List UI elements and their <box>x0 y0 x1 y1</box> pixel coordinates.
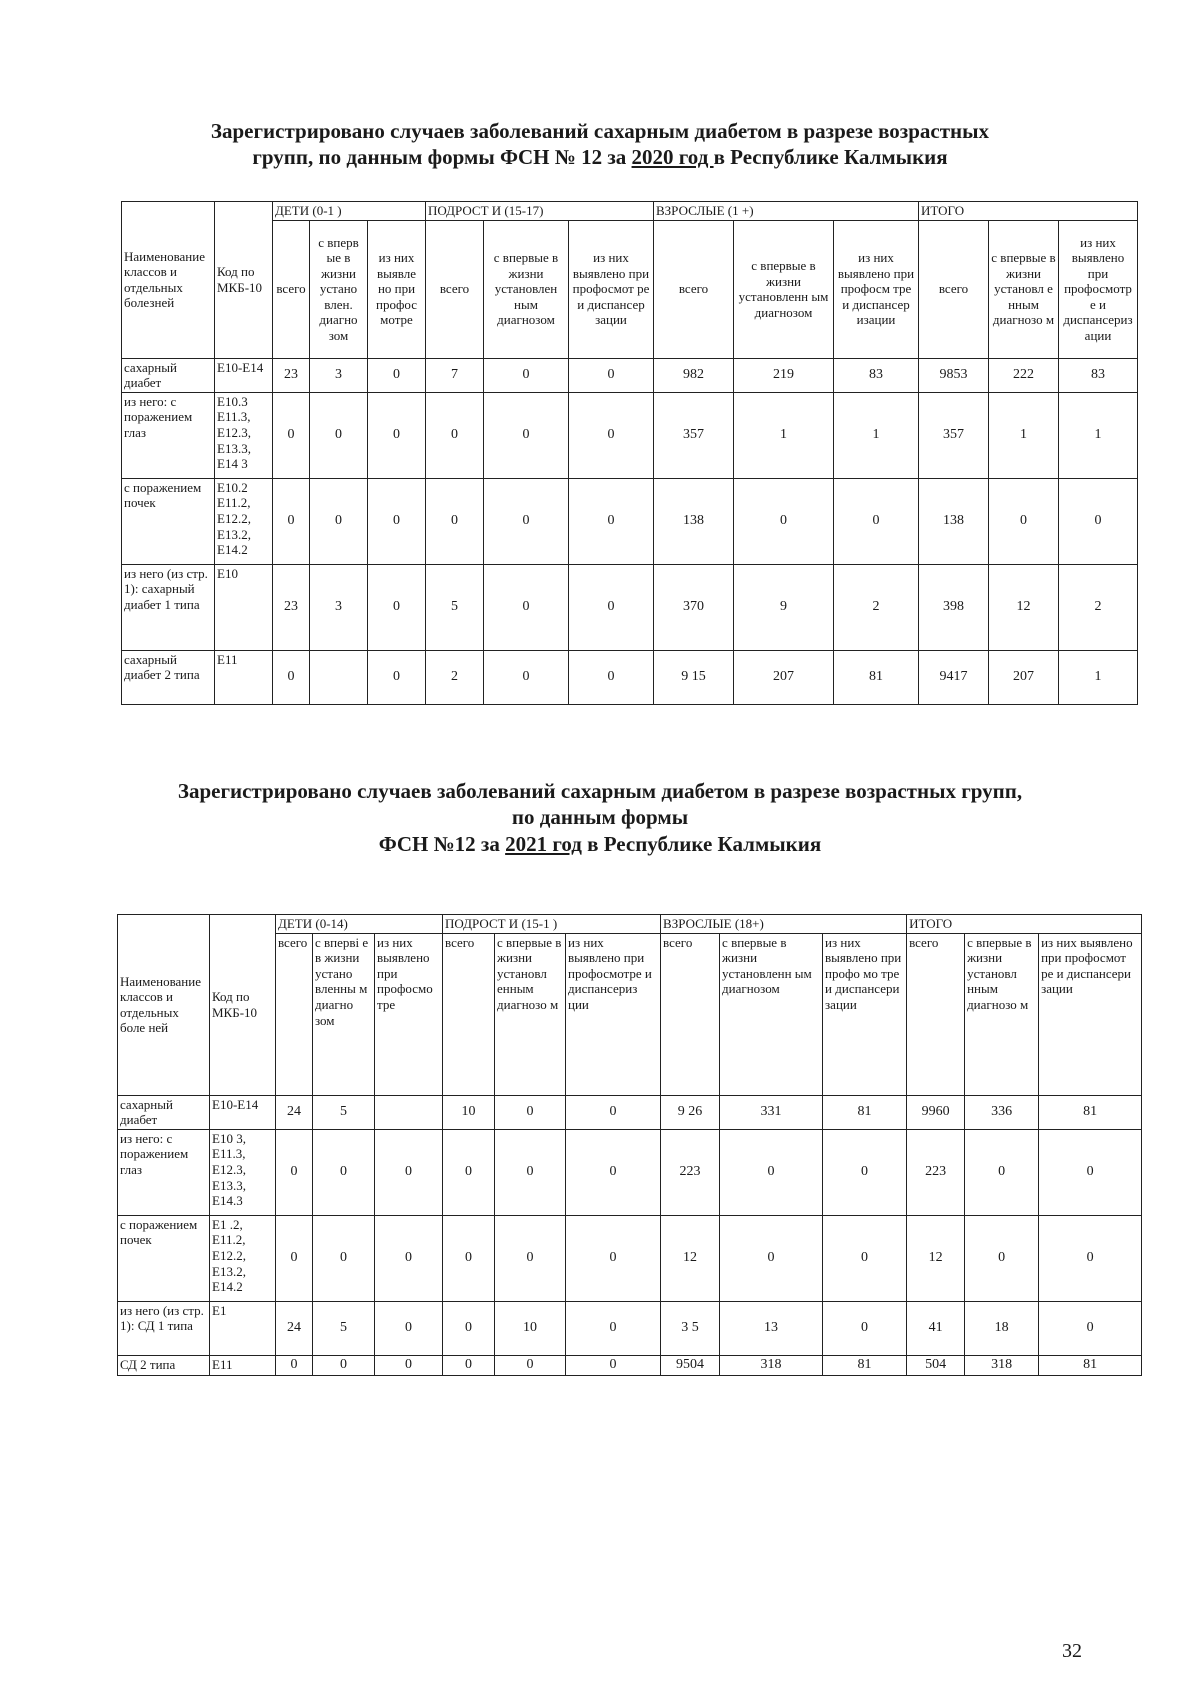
value-cell: 0 <box>426 478 484 564</box>
header-code: Код по МКБ-10 <box>215 202 273 359</box>
value-cell: 0 <box>368 564 426 650</box>
value-cell: 0 <box>965 1129 1039 1215</box>
row-name: СД 2 типа <box>118 1355 210 1375</box>
title-2020-year: 2020 год <box>631 145 714 170</box>
value-cell: 7 <box>426 358 484 392</box>
value-cell: 9 <box>734 564 834 650</box>
value-cell: 0 <box>368 478 426 564</box>
row-name: из него: с поражением глаз <box>122 392 215 478</box>
value-cell: 13 <box>720 1301 823 1355</box>
row-code: E1 <box>210 1301 276 1355</box>
table-2021 <box>117 914 1142 1376</box>
value-cell: 0 <box>495 1355 566 1375</box>
value-cell: 0 <box>965 1215 1039 1301</box>
value-cell: 2 <box>834 564 919 650</box>
subheader-total: всего <box>661 933 720 1095</box>
subheader-first-time: с впервые в жизни установл нным диагнозо м <box>965 933 1039 1095</box>
value-cell: 138 <box>919 478 989 564</box>
value-cell: 318 <box>965 1355 1039 1375</box>
value-cell: 0 <box>313 1355 375 1375</box>
group-children: ДЕТИ (0-1 ) <box>273 202 426 221</box>
value-cell: 0 <box>368 392 426 478</box>
value-cell: 1 <box>1059 392 1138 478</box>
table-row <box>122 358 1138 392</box>
value-cell: 0 <box>273 650 310 704</box>
value-cell: 0 <box>310 392 368 478</box>
row-code: E11 <box>215 650 273 704</box>
value-cell: 0 <box>569 478 654 564</box>
row-name: сахарный диабет <box>118 1095 210 1129</box>
value-cell: 9 15 <box>654 650 734 704</box>
value-cell: 81 <box>1039 1095 1142 1129</box>
value-cell <box>310 650 368 704</box>
value-cell: 1 <box>834 392 919 478</box>
value-cell: 0 <box>443 1355 495 1375</box>
value-cell: 0 <box>495 1095 566 1129</box>
value-cell: 138 <box>654 478 734 564</box>
value-cell: 0 <box>734 478 834 564</box>
value-cell: 0 <box>566 1355 661 1375</box>
subheader-total: всего <box>919 220 989 358</box>
table-row <box>118 1301 1142 1355</box>
value-cell: 0 <box>484 650 569 704</box>
value-cell: 10 <box>443 1095 495 1129</box>
value-cell: 3 <box>310 358 368 392</box>
value-cell: 0 <box>426 392 484 478</box>
value-cell <box>375 1095 443 1129</box>
title-2021-line3-a: ФСН №12 за <box>378 831 506 856</box>
table-row <box>118 1355 1142 1375</box>
group-teens: ПОДРОСТ И (15-17) <box>426 202 654 221</box>
subheader-screening: из них выявлено при профосмо тре <box>375 933 443 1095</box>
value-cell: 0 <box>566 1301 661 1355</box>
value-cell: 0 <box>375 1129 443 1215</box>
value-cell: 9417 <box>919 650 989 704</box>
value-cell: 81 <box>834 650 919 704</box>
value-cell: 0 <box>495 1129 566 1215</box>
value-cell: 0 <box>989 478 1059 564</box>
value-cell: 18 <box>965 1301 1039 1355</box>
subheader-total: всего <box>276 933 313 1095</box>
row-name: с поражением почек <box>122 478 215 564</box>
title-2021-line3 <box>0 831 1200 857</box>
value-cell: 0 <box>569 650 654 704</box>
value-cell: 0 <box>375 1301 443 1355</box>
value-cell: 10 <box>495 1301 566 1355</box>
subheader-screening: из них выявле но при профос мотре <box>368 220 426 358</box>
title-2021 <box>0 778 1200 857</box>
row-name: сахарный диабет <box>122 358 215 392</box>
group-total: ИТОГО <box>919 202 1138 221</box>
row-code: E10 <box>215 564 273 650</box>
value-cell: 0 <box>1059 478 1138 564</box>
value-cell: 83 <box>1059 358 1138 392</box>
value-cell: 1 <box>1059 650 1138 704</box>
value-cell: 0 <box>443 1215 495 1301</box>
value-cell: 3 <box>310 564 368 650</box>
value-cell: 0 <box>484 358 569 392</box>
header-name: Наименование классов и отдельных боле ней <box>118 915 210 1096</box>
subheader-first-time: с впервые в жизни установленн ым диагнозом <box>720 933 823 1095</box>
value-cell: 331 <box>720 1095 823 1129</box>
value-cell: 12 <box>907 1215 965 1301</box>
value-cell: 2 <box>426 650 484 704</box>
value-cell: 0 <box>276 1129 313 1215</box>
subheader-first-time: с впервые в жизни установл енным диагнозо м <box>495 933 566 1095</box>
value-cell: 219 <box>734 358 834 392</box>
row-code: E10.2 E11.2, E12.2, E13.2, E14.2 <box>215 478 273 564</box>
value-cell: 0 <box>484 478 569 564</box>
value-cell: 0 <box>720 1215 823 1301</box>
value-cell: 0 <box>720 1129 823 1215</box>
value-cell: 23 <box>273 564 310 650</box>
value-cell: 357 <box>654 392 734 478</box>
table-row <box>122 392 1138 478</box>
value-cell: 0 <box>1039 1215 1142 1301</box>
value-cell: 0 <box>443 1129 495 1215</box>
table-row <box>122 564 1138 650</box>
value-cell: 982 <box>654 358 734 392</box>
title-2020-line1: Зарегистрировано случаев заболеваний сахарным диабетом в разрезе возрастных <box>210 119 990 143</box>
value-cell: 207 <box>989 650 1059 704</box>
subheader-total: всего <box>907 933 965 1095</box>
value-cell: 41 <box>907 1301 965 1355</box>
row-code: E11 <box>210 1355 276 1375</box>
subheader-screening: из них выявлено при профосмотре и диспансериз ции <box>566 933 661 1095</box>
value-cell: 3 5 <box>661 1301 720 1355</box>
subheader-screening: из них выявлено при профосмотр е и диспансериз ации <box>1059 220 1138 358</box>
group-adults: ВЗРОСЛЫЕ (1 +) <box>654 202 919 221</box>
group-children: ДЕТИ (0-14) <box>276 915 443 934</box>
row-name: из него (из стр. 1): СД 1 типа <box>118 1301 210 1355</box>
title-2020 <box>0 118 1200 171</box>
subheader-first-time: с впервые в жизни установл е нным диагнозо м <box>989 220 1059 358</box>
header-code: Код по МКБ-10 <box>210 915 276 1096</box>
value-cell: 357 <box>919 392 989 478</box>
value-cell: 0 <box>1039 1301 1142 1355</box>
value-cell: 0 <box>313 1215 375 1301</box>
table-row <box>118 1095 1142 1129</box>
value-cell: 0 <box>368 358 426 392</box>
subheader-total: всего <box>654 220 734 358</box>
table-row <box>122 650 1138 704</box>
value-cell: 0 <box>566 1215 661 1301</box>
subheader-first-time: с вперві е в жизни устано вленны м диагно зом <box>313 933 375 1095</box>
value-cell: 9504 <box>661 1355 720 1375</box>
page-number: 32 <box>1062 1640 1082 1662</box>
value-cell: 370 <box>654 564 734 650</box>
subheader-screening: из них выявлено при профосм тре и диспансер изации <box>834 220 919 358</box>
value-cell: 223 <box>661 1129 720 1215</box>
title-2021-line2: по данным формы <box>511 805 689 830</box>
value-cell: 318 <box>720 1355 823 1375</box>
value-cell: 0 <box>823 1301 907 1355</box>
subheader-first-time: с впервые в жизни установленн ым диагнозом <box>734 220 834 358</box>
subheader-total: всего <box>443 933 495 1095</box>
title-2021-year: 2021 год <box>505 831 582 856</box>
value-cell: 207 <box>734 650 834 704</box>
value-cell: 0 <box>276 1215 313 1301</box>
value-cell: 0 <box>484 564 569 650</box>
value-cell: 336 <box>965 1095 1039 1129</box>
value-cell: 23 <box>273 358 310 392</box>
value-cell: 0 <box>1039 1129 1142 1215</box>
table-row <box>122 478 1138 564</box>
value-cell: 0 <box>276 1355 313 1375</box>
value-cell: 0 <box>495 1215 566 1301</box>
title-2020-line2 <box>0 144 1200 170</box>
value-cell: 5 <box>313 1095 375 1129</box>
subheader-screening: из них выявлено при профосмот ре и диспансер зации <box>569 220 654 358</box>
row-code: E1 .2, E11.2, E12.2, E13.2, E14.2 <box>210 1215 276 1301</box>
row-name: из него (из стр. 1): сахарный диабет 1 типа <box>122 564 215 650</box>
value-cell: 0 <box>273 478 310 564</box>
value-cell: 81 <box>823 1355 907 1375</box>
value-cell: 0 <box>375 1215 443 1301</box>
value-cell: 81 <box>823 1095 907 1129</box>
value-cell: 12 <box>989 564 1059 650</box>
value-cell: 0 <box>569 358 654 392</box>
value-cell: 12 <box>661 1215 720 1301</box>
subheader-screening: из них выявлено при профо мо тре и диспансери зации <box>823 933 907 1095</box>
subheader-total: всего <box>273 220 310 358</box>
row-name: с поражением почек <box>118 1215 210 1301</box>
value-cell: 0 <box>566 1129 661 1215</box>
row-name: из него: с поражением глаз <box>118 1129 210 1215</box>
value-cell: 5 <box>426 564 484 650</box>
subheader-first-time: с вперв ые в жизни устано влен. диагно зом <box>310 220 368 358</box>
value-cell: 1 <box>989 392 1059 478</box>
value-cell: 0 <box>484 392 569 478</box>
value-cell: 0 <box>569 392 654 478</box>
value-cell: 9960 <box>907 1095 965 1129</box>
value-cell: 222 <box>989 358 1059 392</box>
value-cell: 0 <box>310 478 368 564</box>
value-cell: 0 <box>375 1355 443 1375</box>
header-name: Наименование классов и отдельных болезней <box>122 202 215 359</box>
value-cell: 81 <box>1039 1355 1142 1375</box>
row-code: E10-E14 <box>210 1095 276 1129</box>
value-cell: 5 <box>313 1301 375 1355</box>
table-row <box>118 1215 1142 1301</box>
value-cell: 504 <box>907 1355 965 1375</box>
subheader-total: всего <box>426 220 484 358</box>
group-total: ИТОГО <box>907 915 1142 934</box>
value-cell: 0 <box>834 478 919 564</box>
value-cell: 223 <box>907 1129 965 1215</box>
table-2020 <box>121 201 1138 705</box>
value-cell: 0 <box>443 1301 495 1355</box>
value-cell: 0 <box>823 1129 907 1215</box>
value-cell: 0 <box>273 392 310 478</box>
value-cell: 0 <box>823 1215 907 1301</box>
title-2021-line1: Зарегистрировано случаев заболеваний сахарным диабетом в разрезе возрастных групп, <box>177 779 1023 803</box>
value-cell: 2 <box>1059 564 1138 650</box>
value-cell: 0 <box>313 1129 375 1215</box>
value-cell: 9 26 <box>661 1095 720 1129</box>
value-cell: 0 <box>569 564 654 650</box>
row-code: E10.3 E11.3, E12.3, E13.3, E14 3 <box>215 392 273 478</box>
title-2020-line2-a: групп, по данным формы ФСН № 12 за <box>252 145 632 170</box>
row-code: E10-E14 <box>215 358 273 392</box>
title-2021-line3-b: в Республике Калмыкия <box>581 831 822 856</box>
value-cell: 0 <box>566 1095 661 1129</box>
subheader-first-time: с впервые в жизни установлен ным диагнозом <box>484 220 569 358</box>
group-teens: ПОДРОСТ И (15-1 ) <box>443 915 661 934</box>
value-cell: 24 <box>276 1301 313 1355</box>
value-cell: 1 <box>734 392 834 478</box>
table-row <box>118 1129 1142 1215</box>
value-cell: 9853 <box>919 358 989 392</box>
value-cell: 398 <box>919 564 989 650</box>
row-name: сахарный диабет 2 типа <box>122 650 215 704</box>
value-cell: 24 <box>276 1095 313 1129</box>
subheader-screening: из них выявлено при профосмот ре и диспансери зации <box>1039 933 1142 1095</box>
value-cell: 83 <box>834 358 919 392</box>
value-cell: 0 <box>368 650 426 704</box>
group-adults: ВЗРОСЛЫЕ (18+) <box>661 915 907 934</box>
row-code: E10 3, E11.3, E12.3, E13.3, E14.3 <box>210 1129 276 1215</box>
title-2020-line2-b: в Республике Калмыкия <box>713 145 948 170</box>
